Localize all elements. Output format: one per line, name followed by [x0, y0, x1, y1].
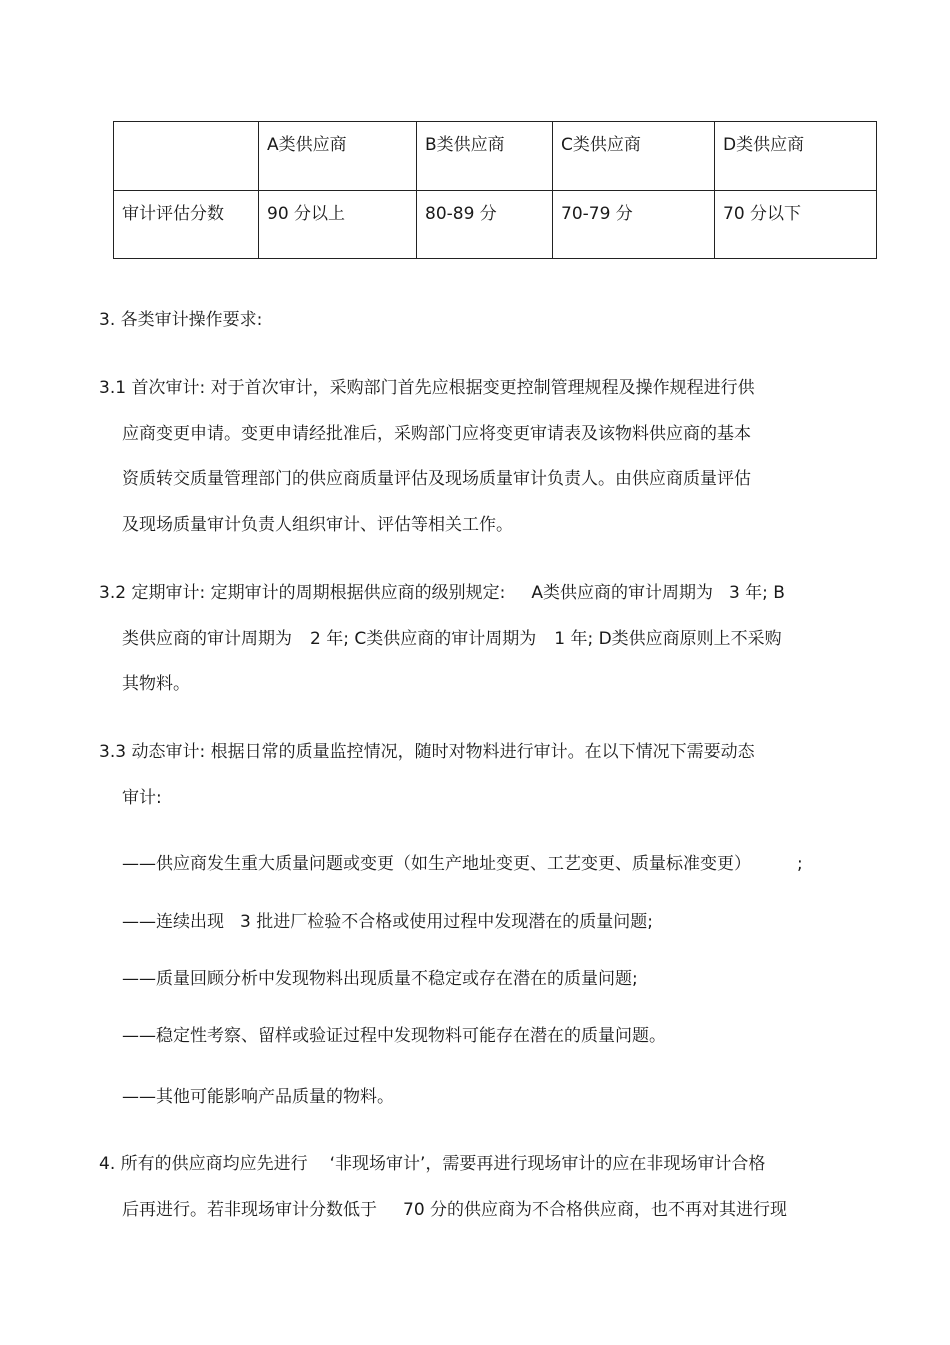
text-span: 3 批进厂检验不合格或使用过程中发现潜在的质量问题;: [240, 912, 653, 932]
list-item: ——其他可能影响产品质量的物料。: [122, 1087, 394, 1107]
paragraph-line: 3.3 动态审计: 根据日常的质量监控情况，随时对物料进行审计。在以下情况下需要动态: [99, 742, 755, 762]
text-span: 1 年; D类供应商原则上不采购: [554, 629, 782, 649]
table-cell: 80-89 分: [417, 190, 553, 259]
text-span: 3.2 定期审计: 定期审计的周期根据供应商的级别规定:: [99, 583, 506, 603]
table-cell: 70-79 分: [553, 190, 715, 259]
table-row: [114, 190, 877, 259]
list-item: ——稳定性考察、留样或验证过程中发现物料可能存在潜在的质量问题。: [122, 1026, 666, 1046]
table-header-row: [114, 122, 877, 191]
paragraph-line: 3.1 首次审计: 对于首次审计，采购部门首先应根据变更控制管理规程及操作规程进行供: [99, 378, 755, 398]
text-span: ——供应商发生重大质量问题或变更（如生产地址变更、工艺变更、质量标准变更）: [122, 854, 751, 874]
text-span: ‘非现场审计’，需要再进行现场审计的应在非现场审计合格: [329, 1154, 766, 1174]
text-span: 70 分的供应商为不合格供应商，也不再对其进行现: [403, 1200, 788, 1220]
paragraph-line: [122, 1199, 787, 1221]
table-row-label: 审计评估分数: [114, 190, 259, 259]
paragraph-line: [99, 1153, 765, 1175]
paragraph-line: [122, 628, 782, 650]
table-header-cell: C类供应商: [553, 122, 715, 191]
text-span: 后再进行。若非现场审计分数低于: [122, 1200, 377, 1220]
table-header-cell: B类供应商: [417, 122, 553, 191]
paragraph-line: [99, 582, 785, 604]
text-span: A类供应商的审计周期为: [531, 583, 713, 603]
table-header-cell: D类供应商: [715, 122, 877, 191]
table-header-cell: A类供应商: [259, 122, 417, 191]
table-cell: 70 分以下: [715, 190, 877, 259]
text-span: ——连续出现: [122, 912, 224, 932]
text-span: 4. 所有的供应商均应先进行: [99, 1154, 308, 1174]
text-span: 2 年; C类供应商的审计周期为: [310, 629, 537, 649]
paragraph-line: 应商变更申请。变更申请经批准后，采购部门应将变更审请表及该物料供应商的基本: [122, 424, 751, 444]
paragraph-line: 及现场质量审计负责人组织审计、评估等相关工作。: [122, 515, 513, 535]
section-heading: 3. 各类审计操作要求:: [99, 310, 263, 330]
list-item: [122, 853, 803, 875]
table-cell: 90 分以上: [259, 190, 417, 259]
list-item: ——质量回顾分析中发现物料出现质量不稳定或存在潜在的质量问题;: [122, 969, 638, 989]
paragraph-line: 资质转交质量管理部门的供应商质量评估及现场质量审计负责人。由供应商质量评估: [122, 469, 751, 489]
paragraph-line: 其物料。: [122, 674, 190, 694]
text-span: ;: [797, 854, 803, 874]
list-item: [122, 911, 653, 933]
text-span: 类供应商的审计周期为: [122, 629, 292, 649]
text-span: 3 年; B: [728, 583, 785, 603]
table-cell: [114, 122, 259, 191]
paragraph-line: 审计:: [122, 788, 162, 808]
supplier-grade-table: [113, 121, 877, 259]
